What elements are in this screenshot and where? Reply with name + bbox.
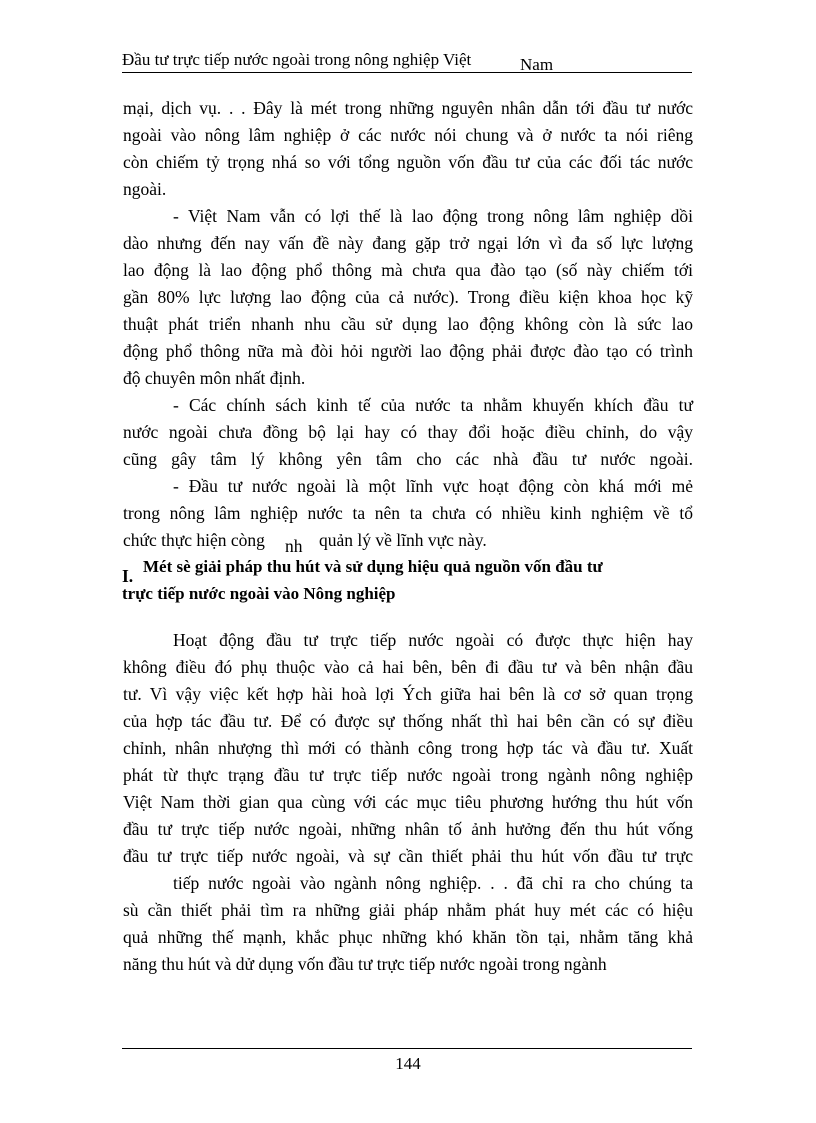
text-line: phát từ thực trạng đầu tư trực tiếp nước ngoài trong ngành nông nghiệp	[123, 765, 693, 785]
text-line: cũng gây tâm lý không yên tâm cho các nhà đầu tư nước ngoài.	[123, 449, 693, 469]
text-line: chỉnh, nhân nhượng thì mới có thành công trong hợp tác và đầu tư. Xuất	[123, 738, 693, 758]
text-line: ngoài.	[123, 179, 167, 199]
footer-rule	[122, 1048, 692, 1049]
text-line: Hoạt động đầu tư trực tiếp nước ngoài có được thực hiện hay	[173, 630, 693, 650]
text-line: độ chuyên môn nhất định.	[123, 368, 306, 388]
text-line: sù cần thiết phải tìm ra những giải pháp nhằm phát huy mét các có hiệu	[123, 900, 693, 920]
text-line: đầu tư trực tiếp nước ngoài, những nhân tố ảnh hưởng đến thu hút vống	[123, 819, 693, 839]
text-line: lao động là lao động phổ thông mà chưa qua đào tạo (số này chiếm tới	[123, 260, 693, 280]
page-number: 144	[395, 1054, 421, 1073]
text-line: - Đầu tư nước ngoài là một lĩnh vực hoạt động còn khá mới mẻ	[173, 476, 693, 496]
text-line: trong nông lâm nghiệp nước ta nên ta chưa có nhiều kinh nghiệm về tổ	[123, 503, 693, 523]
header-title: Đầu tư trực tiếp nước ngoài trong nông nghiệp Việt	[122, 50, 472, 69]
text-line: Việt Nam thời gian qua cùng với các mục tiêu phương hướng thu hút vốn	[123, 792, 693, 812]
text-line: không điều đó phụ thuộc vào cả hai bên, bên đi đầu tư và bên nhận đầu	[123, 657, 693, 677]
text-line: - Các chính sách kinh tế của nước ta nhằm khuyến khích đầu tư	[173, 395, 693, 415]
text-segment: nh	[285, 536, 303, 556]
running-header	[122, 48, 692, 73]
text-line: gần 80% lực lượng lao động của cả nước). Trong điều kiện khoa học kỹ	[123, 287, 693, 307]
header-title-end: Nam	[520, 55, 554, 74]
text-line	[123, 528, 693, 556]
text-line: mại, dịch vụ. . . Đây là mét trong những nguyên nhân dẫn tới đầu tư nước	[123, 98, 693, 118]
text-line: còn chiếm tỷ trọng nhá so với tổng nguồn vốn đầu tư của các đối tác nước	[123, 152, 693, 172]
text-line: thuật phát triển nhanh nhu cầu sử dụng lao động không còn là sức lao	[123, 314, 693, 334]
section-heading-line: trực tiếp nước ngoài vào Nông nghiệp	[122, 584, 396, 603]
text-line: đầu tư trực tiếp nước ngoài, và sự cần thiết phải thu hút vốn đầu tư trực	[123, 846, 693, 866]
text-line: tư. Vì vậy việc kết hợp hài hoà lợi Ých giữa hai bên là cơ sở quan trọng	[123, 684, 693, 704]
section-heading-line: Mét sè giải pháp thu hút và sử dụng hiệu quả nguồn vốn đầu tư	[143, 557, 603, 576]
text-line: của hợp tác đầu tư. Để có được sự thống nhất thì hai bên cần có sự điều	[123, 711, 693, 731]
text-line: năng thu hút và dử dụng vốn đầu tư trực tiếp nước ngoài trong ngành	[123, 954, 607, 974]
text-line: ngoài vào nông lâm nghiệp ở các nước nói chung và ở nước ta nói riêng	[123, 125, 693, 145]
text-line: tiếp nước ngoài vào ngành nông nghiệp. . . đã chỉ ra cho chúng ta	[173, 873, 693, 893]
text-line: - Việt Nam vẫn có lợi thế là lao động trong nông lâm nghiệp dồi	[173, 206, 693, 226]
text-segment: chức thực hiện còng	[123, 530, 265, 550]
text-line: động phổ thông nữa mà đòi hỏi người lao động phải được đào tạo có trình	[123, 341, 693, 361]
section-number: I.	[122, 566, 134, 586]
text-line: dào nhưng đến nay vấn đề này đang gặp trở ngại lớn vì đa số lực lượng	[123, 233, 693, 253]
text-segment: quản lý về lĩnh vực này.	[319, 530, 487, 550]
text-line: nước ngoài chưa đồng bộ lại hay có thay đổi hoặc điều chỉnh, do vậy	[123, 422, 693, 442]
text-line: quả những thế mạnh, khắc phục những khó khăn tồn tại, nhằm tăng khả	[123, 927, 693, 947]
